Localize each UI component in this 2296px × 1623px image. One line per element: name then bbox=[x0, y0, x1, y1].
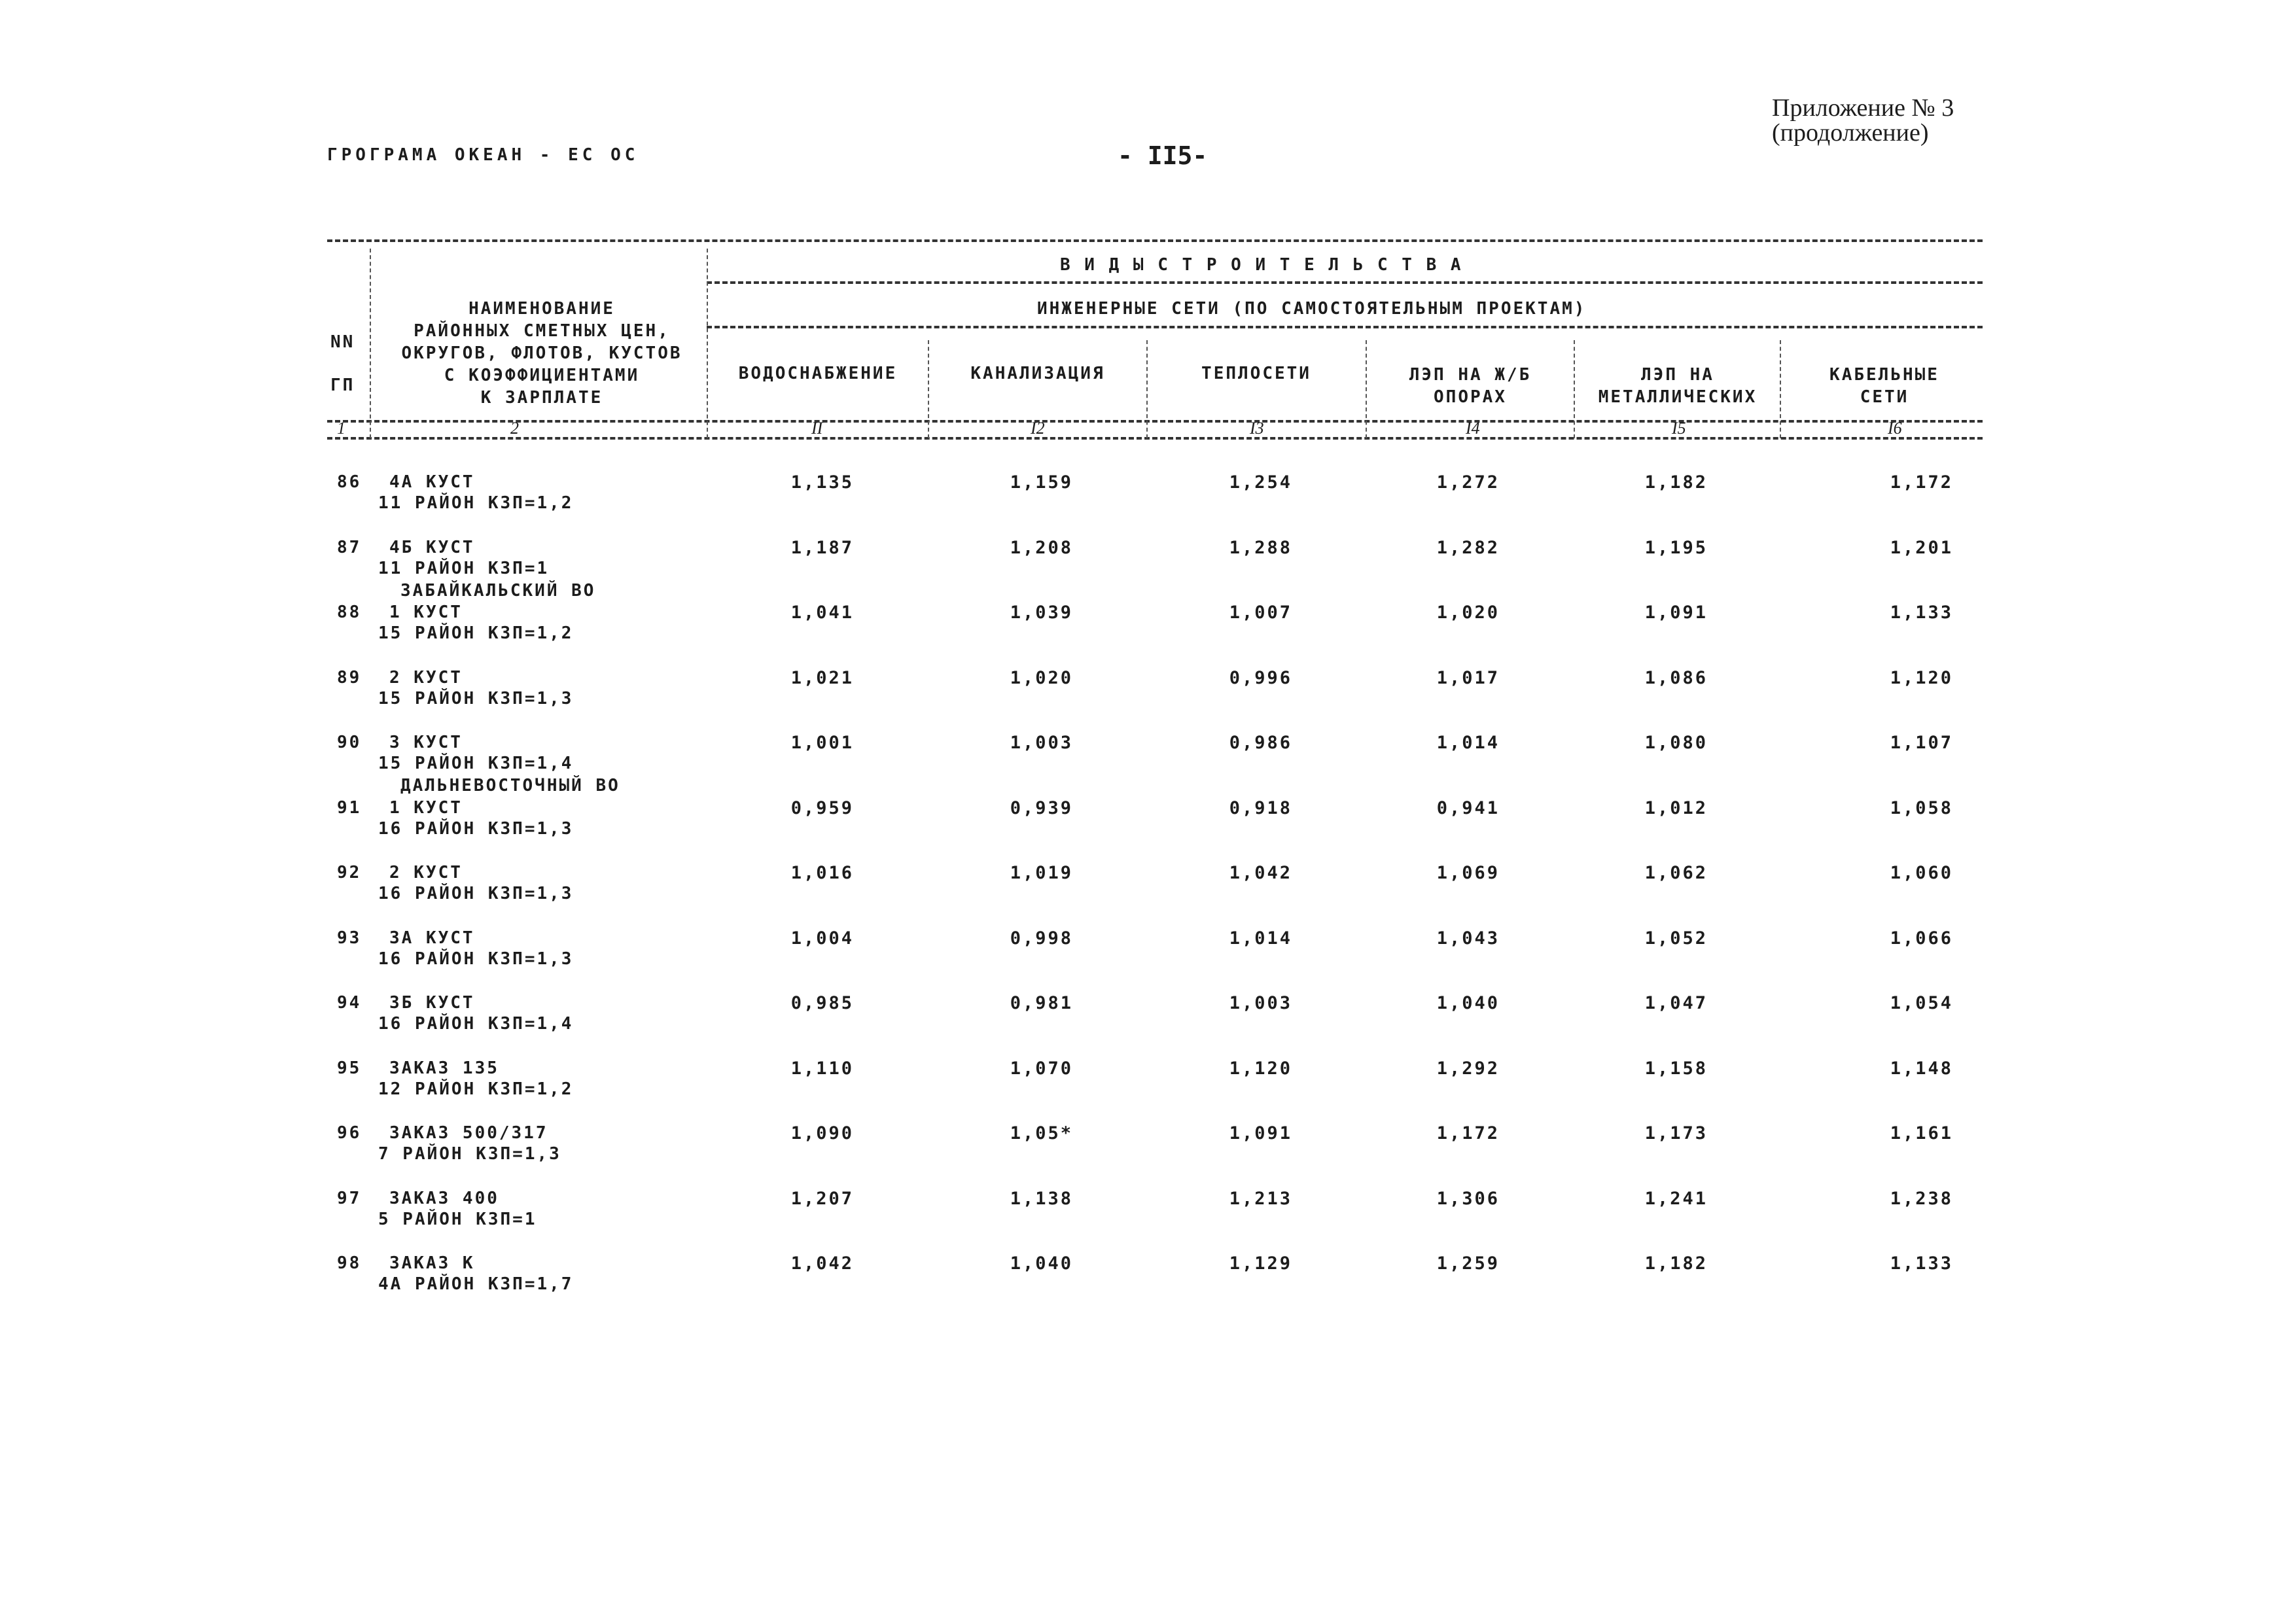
colnum-bottom-rule bbox=[327, 437, 1983, 440]
col-header-12: КАНАЛИЗАЦИЯ bbox=[970, 364, 1105, 383]
table-cell: 1,148 bbox=[1890, 1058, 1953, 1079]
group-title: В И Д Ы С Т Р О И Т Е Л Ь С Т В А bbox=[1060, 255, 1463, 275]
col-no-label-1: NN bbox=[330, 332, 355, 352]
row-number: 94 bbox=[337, 993, 362, 1013]
row-region: 15 РАЙОН КЗП=1,2 bbox=[378, 623, 574, 643]
col-num-2: 2 bbox=[510, 419, 519, 438]
program-title: ГРОГРАМА ОКЕАН - ЕС ОС bbox=[327, 145, 639, 165]
col-num-13: I3 bbox=[1250, 419, 1264, 438]
table-cell: 1,272 bbox=[1436, 472, 1500, 493]
table-cell: 1,020 bbox=[1010, 667, 1073, 688]
row-name: 2 КУСТ bbox=[389, 863, 463, 882]
col-num-15: I5 bbox=[1672, 419, 1686, 438]
table-cell: 1,019 bbox=[1010, 863, 1073, 883]
col-num-14: I4 bbox=[1466, 419, 1480, 438]
table-cell: 1,133 bbox=[1890, 602, 1953, 623]
table-cell: 1,120 bbox=[1229, 1058, 1292, 1079]
table-cell: 1,007 bbox=[1229, 602, 1292, 623]
row-region: 4А РАЙОН КЗП=1,7 bbox=[378, 1274, 574, 1294]
row-number: 88 bbox=[337, 602, 362, 622]
table-cell: 1,259 bbox=[1436, 1253, 1500, 1274]
table-cell: 1,014 bbox=[1229, 928, 1292, 949]
table-cell: 1,054 bbox=[1890, 993, 1953, 1013]
table-cell: 0,941 bbox=[1436, 797, 1500, 818]
col-divider-no bbox=[370, 249, 371, 438]
table-cell: 1,001 bbox=[790, 733, 854, 753]
row-name: ЗАКАЗ 400 bbox=[389, 1188, 499, 1208]
row-number: 87 bbox=[337, 537, 362, 557]
row-region: 15 РАЙОН КЗП=1,4 bbox=[378, 754, 574, 773]
table-cell: 1,110 bbox=[790, 1058, 854, 1079]
table-cell: 1,070 bbox=[1010, 1058, 1073, 1079]
table-cell: 1,042 bbox=[790, 1253, 854, 1274]
table-top-rule bbox=[327, 239, 1983, 242]
col-header-16-line-1: КАБЕЛЬНЫЕ bbox=[1829, 365, 1939, 385]
row-name: 3А КУСТ bbox=[389, 928, 475, 948]
row-region: 16 РАЙОН КЗП=1,3 bbox=[378, 949, 574, 969]
table-cell: 1,241 bbox=[1644, 1188, 1708, 1209]
table-cell: 1,158 bbox=[1644, 1058, 1708, 1079]
row-number: 92 bbox=[337, 863, 362, 882]
col-divider-13 bbox=[1366, 340, 1367, 438]
table-cell: 1,012 bbox=[1644, 797, 1708, 818]
row-region: 16 РАЙОН КЗП=1,3 bbox=[378, 818, 574, 839]
table-cell: 0,939 bbox=[1010, 797, 1073, 818]
appendix-label bbox=[1772, 96, 1954, 145]
table-cell: 1,238 bbox=[1890, 1188, 1953, 1209]
table-cell: 0,918 bbox=[1229, 797, 1292, 818]
table-cell: 1,020 bbox=[1436, 602, 1500, 623]
row-name: 4Б КУСТ bbox=[389, 537, 475, 557]
table-cell: 1,120 bbox=[1890, 667, 1953, 688]
table-cell: 1,187 bbox=[790, 537, 854, 558]
col-divider-name bbox=[707, 249, 708, 438]
table-cell: 1,003 bbox=[1229, 993, 1292, 1013]
col-header-15-line-2: МЕТАЛЛИЧЕСКИХ bbox=[1598, 387, 1757, 407]
col-num-1: 1 bbox=[337, 419, 345, 438]
col-header-11: ВОДОСНАБЖЕНИЕ bbox=[738, 364, 898, 383]
subgroup-title: ИНЖЕНЕРНЫЕ СЕТИ (ПО САМОСТОЯТЕЛЬНЫМ ПРОЕКТАМ) bbox=[1037, 299, 1587, 319]
table-cell: 1,292 bbox=[1436, 1058, 1500, 1079]
table-cell: 1,135 bbox=[790, 472, 854, 493]
table-cell: 1,040 bbox=[1436, 993, 1500, 1013]
row-number: 93 bbox=[337, 928, 362, 948]
table-cell: 1,069 bbox=[1436, 863, 1500, 883]
col-header-15 bbox=[1580, 364, 1775, 408]
row-number: 91 bbox=[337, 797, 362, 818]
table-cell: 1,208 bbox=[1010, 537, 1073, 558]
section-label: ДАЛЬНЕВОСТОЧНЫЙ ВО bbox=[400, 776, 620, 795]
table-cell: 0,959 bbox=[790, 797, 854, 818]
table-cell: 1,282 bbox=[1436, 537, 1500, 558]
col-header-13: ТЕПЛОСЕТИ bbox=[1201, 364, 1311, 383]
col-name-label-3: ОКРУГОВ, ФЛОТОВ, КУСТОВ bbox=[401, 343, 682, 363]
row-region: 5 РАЙОН КЗП=1 bbox=[378, 1209, 537, 1229]
group-rule bbox=[707, 281, 1983, 284]
row-region: 11 РАЙОН КЗП=1,2 bbox=[378, 493, 574, 513]
col-no-header bbox=[330, 321, 355, 407]
subgroup-rule bbox=[707, 326, 1983, 328]
col-num-11: II bbox=[811, 419, 823, 438]
table-cell: 1,016 bbox=[790, 863, 854, 883]
table-cell: 1,014 bbox=[1436, 733, 1500, 753]
col-header-15-line-1: ЛЭП НА bbox=[1641, 365, 1714, 385]
col-header-14 bbox=[1372, 364, 1568, 408]
table-cell: 1,042 bbox=[1229, 863, 1292, 883]
row-name: ЗАКАЗ 135 bbox=[389, 1058, 499, 1078]
col-header-16-line-2: СЕТИ bbox=[1860, 387, 1909, 407]
table-cell: 1,043 bbox=[1436, 928, 1500, 949]
row-name: 3 КУСТ bbox=[389, 733, 463, 752]
row-number: 95 bbox=[337, 1058, 362, 1078]
table-cell: 1,041 bbox=[790, 602, 854, 623]
row-number: 98 bbox=[337, 1253, 362, 1273]
appendix-line-2: (продолжение) bbox=[1772, 119, 1929, 147]
table-cell: 1,182 bbox=[1644, 1253, 1708, 1274]
row-region: 15 РАЙОН КЗП=1,3 bbox=[378, 688, 574, 708]
col-header-14-line-1: ЛЭП НА Ж/Б bbox=[1409, 365, 1532, 385]
col-num-16: I6 bbox=[1888, 419, 1902, 438]
appendix-line-1: Приложение № 3 bbox=[1772, 94, 1954, 122]
row-region: 11 РАЙОН КЗП=1 bbox=[378, 558, 550, 578]
table-cell: 1,172 bbox=[1436, 1123, 1500, 1143]
header-bottom-rule bbox=[327, 420, 1983, 423]
table-cell: 1,040 bbox=[1010, 1253, 1073, 1274]
table-cell: 1,003 bbox=[1010, 733, 1073, 753]
table-cell: 1,207 bbox=[790, 1188, 854, 1209]
section-label: ЗАБАЙКАЛЬСКИЙ ВО bbox=[400, 580, 596, 601]
table-cell: 1,306 bbox=[1436, 1188, 1500, 1209]
table-cell: 1,172 bbox=[1890, 472, 1953, 493]
row-name: 1 КУСТ bbox=[389, 797, 463, 818]
table-cell: 1,052 bbox=[1644, 928, 1708, 949]
table-cell: 0,986 bbox=[1229, 733, 1292, 753]
table-cell: 1,047 bbox=[1644, 993, 1708, 1013]
row-name: ЗАКАЗ 500/317 bbox=[389, 1123, 548, 1143]
row-region: 16 РАЙОН КЗП=1,3 bbox=[378, 884, 574, 903]
table-cell: 1,195 bbox=[1644, 537, 1708, 558]
row-name: 3Б КУСТ bbox=[389, 993, 475, 1013]
col-name-header bbox=[385, 298, 699, 409]
row-number: 89 bbox=[337, 667, 362, 688]
row-region: 7 РАЙОН КЗП=1,3 bbox=[378, 1144, 561, 1164]
table-cell: 1,213 bbox=[1229, 1188, 1292, 1209]
table-cell: 1,133 bbox=[1890, 1253, 1953, 1274]
col-name-label-2: РАЙОННЫХ СМЕТНЫХ ЦЕН, bbox=[414, 321, 670, 341]
table-cell: 1,129 bbox=[1229, 1253, 1292, 1274]
table-cell: 1,107 bbox=[1890, 733, 1953, 753]
table-cell: 1,138 bbox=[1010, 1188, 1073, 1209]
page-number: - II5- bbox=[1118, 141, 1208, 170]
table-cell: 1,161 bbox=[1890, 1123, 1953, 1143]
col-name-label-5: К ЗАРПЛАТЕ bbox=[480, 388, 603, 408]
table-cell: 1,058 bbox=[1890, 797, 1953, 818]
table-cell: 1,201 bbox=[1890, 537, 1953, 558]
row-number: 90 bbox=[337, 733, 362, 752]
table-cell: 1,05* bbox=[1010, 1123, 1073, 1143]
table-cell: 1,021 bbox=[790, 667, 854, 688]
table-cell: 1,159 bbox=[1010, 472, 1073, 493]
table-cell: 1,066 bbox=[1890, 928, 1953, 949]
table-cell: 1,062 bbox=[1644, 863, 1708, 883]
row-region: 12 РАЙОН КЗП=1,2 bbox=[378, 1079, 574, 1099]
table-cell: 0,998 bbox=[1010, 928, 1073, 949]
row-region: 16 РАЙОН КЗП=1,4 bbox=[378, 1014, 574, 1034]
row-number: 86 bbox=[337, 472, 362, 492]
col-divider-11 bbox=[928, 340, 929, 438]
table-cell: 0,981 bbox=[1010, 993, 1073, 1013]
table-cell: 1,017 bbox=[1436, 667, 1500, 688]
col-header-14-line-2: ОПОРАХ bbox=[1434, 387, 1507, 407]
table-cell: 1,173 bbox=[1644, 1123, 1708, 1143]
row-name: ЗАКАЗ К bbox=[389, 1253, 475, 1273]
col-divider-15 bbox=[1780, 340, 1781, 438]
table-cell: 1,254 bbox=[1229, 472, 1292, 493]
row-name: 2 КУСТ bbox=[389, 667, 463, 688]
col-name-label-4: С КОЭФФИЦИЕНТАМИ bbox=[444, 366, 640, 385]
col-num-12: I2 bbox=[1031, 419, 1045, 438]
table-cell: 1,080 bbox=[1644, 733, 1708, 753]
table-cell: 1,090 bbox=[790, 1123, 854, 1143]
col-divider-12 bbox=[1146, 340, 1148, 438]
table-cell: 1,086 bbox=[1644, 667, 1708, 688]
table-cell: 1,091 bbox=[1229, 1123, 1292, 1143]
table-cell: 1,060 bbox=[1890, 863, 1953, 883]
table-cell: 1,039 bbox=[1010, 602, 1073, 623]
col-no-label-2: ГП bbox=[330, 375, 355, 395]
row-number: 96 bbox=[337, 1123, 362, 1143]
row-number: 97 bbox=[337, 1188, 362, 1208]
table-cell: 1,004 bbox=[790, 928, 854, 949]
col-divider-14 bbox=[1574, 340, 1575, 438]
col-name-label-1: НАИМЕНОВАНИЕ bbox=[468, 299, 615, 319]
table-cell: 0,985 bbox=[790, 993, 854, 1013]
row-name: 1 КУСТ bbox=[389, 602, 463, 622]
table-cell: 0,996 bbox=[1229, 667, 1292, 688]
table-cell: 1,091 bbox=[1644, 602, 1708, 623]
col-header-16 bbox=[1786, 364, 1983, 408]
row-name: 4А КУСТ bbox=[389, 472, 475, 492]
table-cell: 1,182 bbox=[1644, 472, 1708, 493]
table-cell: 1,288 bbox=[1229, 537, 1292, 558]
